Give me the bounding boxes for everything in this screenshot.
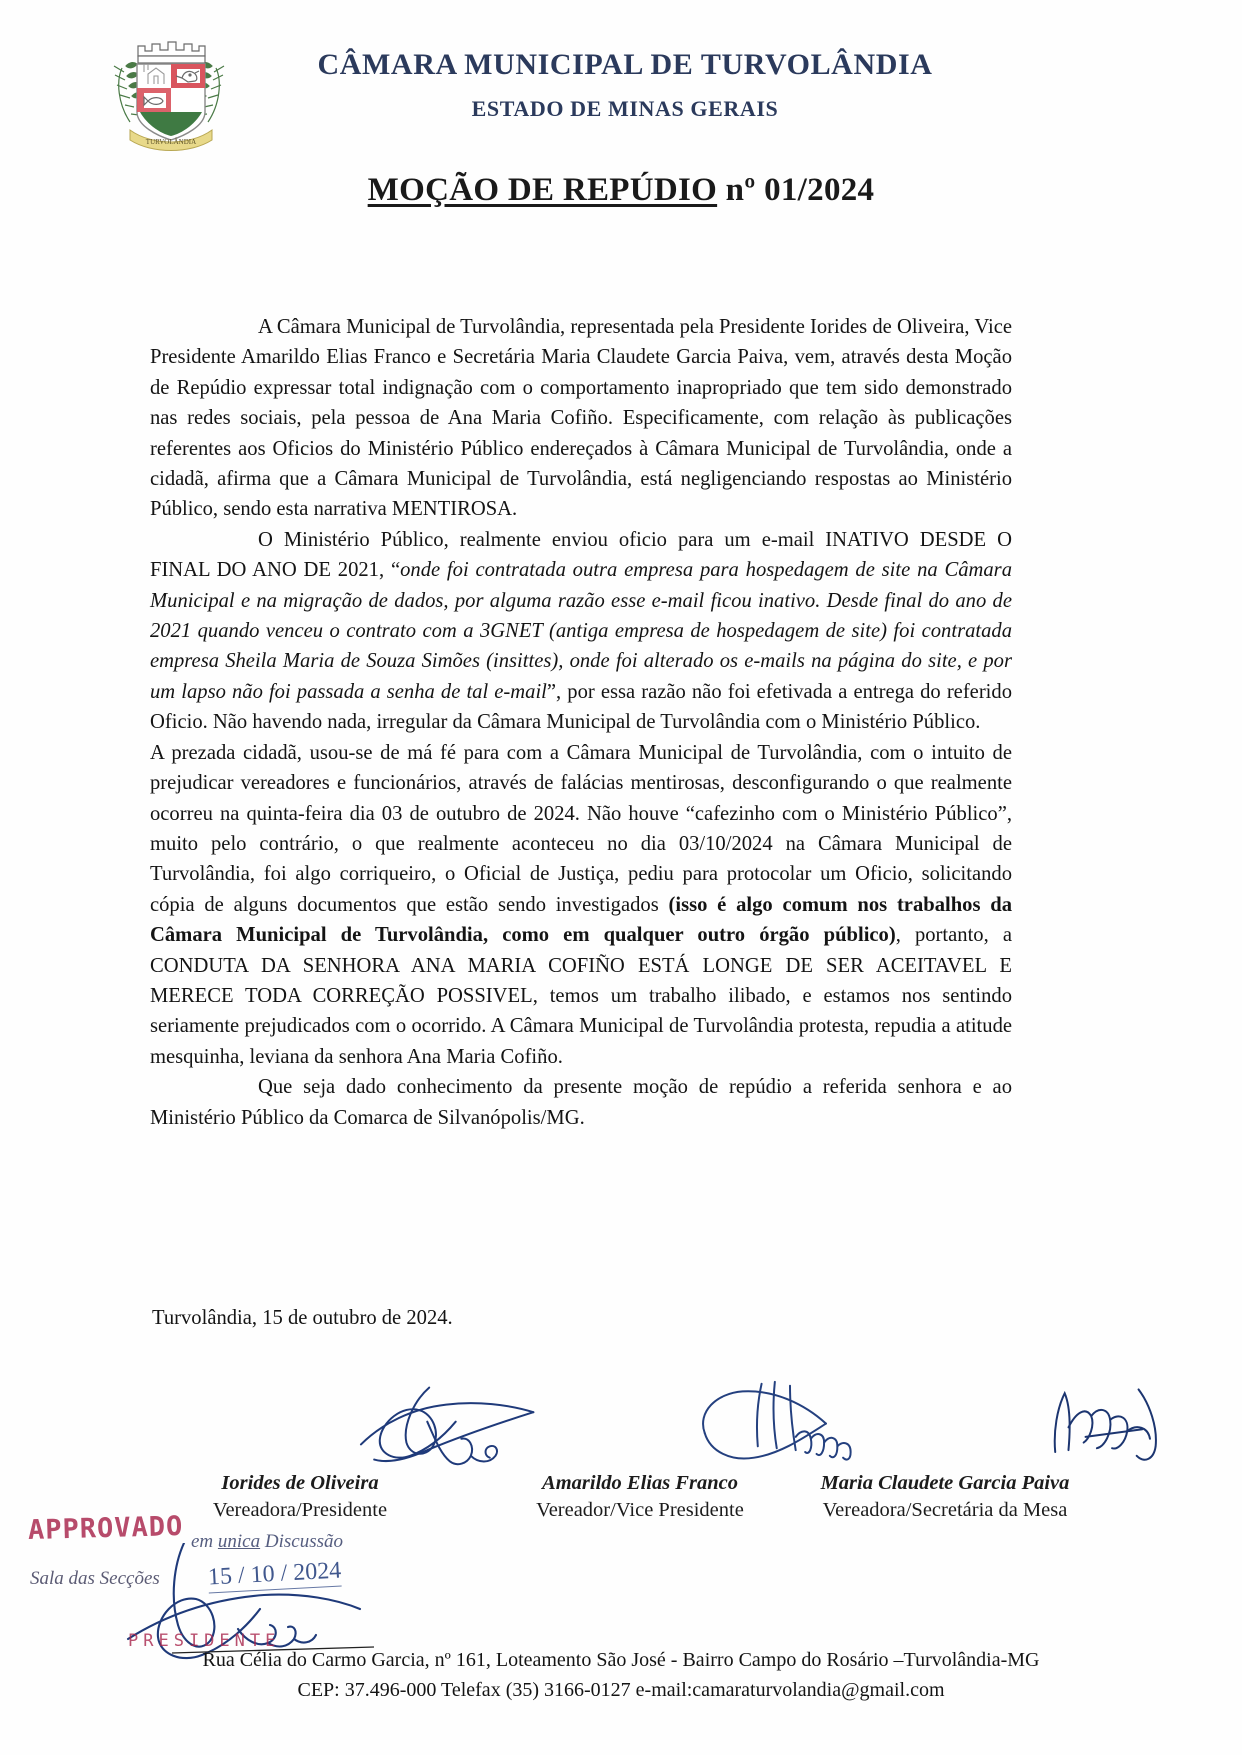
document-title: [0, 172, 1242, 209]
signatory-role: Vereadora/Presidente: [212, 1499, 388, 1521]
paragraph-3-lead: A prezada cidadã, usou-se de má fé para com a Câmara Municipal de Turvolândia, com o intuito de prejudicar vereadores e funcionários, através de falácias mentirosas, desconfigurando o que realmente ocorreu na quinta-feira dia 03 de outubro de 2024. Não houve “cafezinho com o Ministério Público”, muito pelo contrário, o que realmente aconteceu no dia 03/10/2024 na Câmara Municipal de Turvolândia, foi algo corriqueiro, o Oficial de Justiça, pediu para protocolar um Oficio, solicitando cópia de alguns documentos que estão sendo investigados: [150, 741, 1012, 916]
document-body: [150, 312, 1012, 1133]
stamp-discussao-label: Discussão: [264, 1531, 343, 1552]
stamp-unica-value: unica: [217, 1531, 261, 1552]
paragraph-4: [150, 1072, 1012, 1133]
stamp-sala-label: Sala das Secções: [30, 1568, 160, 1589]
signatory-name: Iorides de Oliveira: [221, 1472, 379, 1494]
signatory-role: Vereadora/Secretária da Mesa: [822, 1499, 1068, 1521]
footer-contact: CEP: 37.496-000 Telefax (35) 3166-0127 e-mail:camaraturvolandia@gmail.com: [297, 1679, 945, 1701]
paragraph-3: [150, 738, 1012, 1072]
signatory-name: Maria Claudete Garcia Paiva: [820, 1472, 1070, 1494]
organization-subtitle: ESTADO DE MINAS GERAIS: [471, 96, 779, 121]
stamp-date-value: 15 / 10 / 2024: [207, 1558, 342, 1594]
stamp-approved-label: APPROVADO: [27, 1510, 184, 1547]
paragraph-1-text: A Câmara Municipal de Turvolândia, representada pela Presidente Iorides de Oliveira, Vice Presidente Amarildo Elias Franco e Secretária Maria Claudete Garcia Paiva, vem, através desta Moção de Repúdio expressar total indignação com o comportamento inapropriado que tem sido demonstrado nas redes sociais, pela pessoa de Ana Maria Cofiño. Especificamente, com relação às publicações referentes aos Oficios do Ministério Público endereçados à Câmara Municipal de Turvolândia, onde a cidadã, afirma que a Câmara Municipal de Turvolândia, está negligenciando respostas ao Ministério Público, sendo esta narrativa MENTIROSA.: [150, 316, 1012, 521]
signature-block-secretary: [795, 1380, 1095, 1521]
paragraph-2-lead: O Ministério Público, realmente enviou oficio para um e-mail INATIVO DESDE O FINAL DO ANO DE 2021, “: [150, 528, 1012, 582]
document-header: [0, 18, 1242, 168]
paragraph-1: [150, 312, 1012, 525]
document-title-main: MOÇÃO DE REPÚDIO: [367, 172, 718, 208]
coat-of-arms-icon: [104, 26, 234, 161]
document-title-number: nº 01/2024: [717, 172, 875, 208]
paragraph-2-quote: onde foi contratada outra empresa para hospedagem de site na Câmara Municipal e na migração de dados, por alguma razão esse e-mail ficou inativo. Desde final do ano de 2021 quando venceu o contrato com a 3GNET (antiga empresa de hospedagem de site) foi contratada empresa Sheila Maria de Souza Simões (insittes), onde foi alterado os e-mails na página do site, e por um lapso não foi passada a senha de tal e-mail: [150, 559, 1012, 703]
signature-block-president: [150, 1380, 450, 1521]
stamp-em-label: em: [191, 1531, 218, 1552]
paragraph-3-bold: (isso é algo comum nos trabalhos da Câmara Municipal de Turvolândia, como em qualquer outro órgão público): [150, 893, 1012, 947]
organization-title: CÂMARA MUNICIPAL DE TURVOLÂNDIA: [317, 48, 933, 81]
paragraph-4-text: Que seja dado conhecimento da presente moção de repúdio a referida senhora e ao Ministério Público da Comarca de Silvanópolis/MG.: [150, 1076, 1012, 1129]
header-titles: [250, 48, 1000, 122]
document-footer: [0, 1645, 1242, 1705]
signatory-name: Amarildo Elias Franco: [542, 1472, 738, 1494]
footer-address: Rua Célia do Carmo Garcia, nº 161, Loteamento São José - Bairro Campo do Rosário –Turvolândia-MG: [202, 1649, 1040, 1671]
svg-text:TURVOLÂNDIA: TURVOLÂNDIA: [145, 138, 197, 146]
signatory-role: Vereador/Vice Presidente: [536, 1499, 744, 1521]
stamp-president-label: PRESIDENTE: [128, 1631, 281, 1651]
paragraph-2: [150, 525, 1012, 738]
paragraph-2-tail: ”, por essa razão não foi efetivada a entrega do referido Oficio. Não havendo nada, irregular da Câmara Municipal de Turvolândia com o Ministério Público.: [150, 680, 1012, 734]
paragraph-3-tail: , portanto, a CONDUTA DA SENHORA ANA MARIA COFIÑO ESTÁ LONGE DE SER ACEITAVEL E MERECE TODA CORREÇÃO POSSIVEL, temos um trabalho ilibado, e estamos nos sentindo seriamente prejudicados com o ocorrido. A Câmara Municipal de Turvolândia protesta, repudia a atitude mesquinha, leviana da senhora Ana Maria Cofiño.: [150, 924, 1012, 1068]
date-line: Turvolândia, 15 de outubro de 2024.: [152, 1307, 453, 1329]
signature-block-vice-president: [490, 1380, 790, 1521]
handwritten-signature-icon: [945, 1380, 1242, 1470]
